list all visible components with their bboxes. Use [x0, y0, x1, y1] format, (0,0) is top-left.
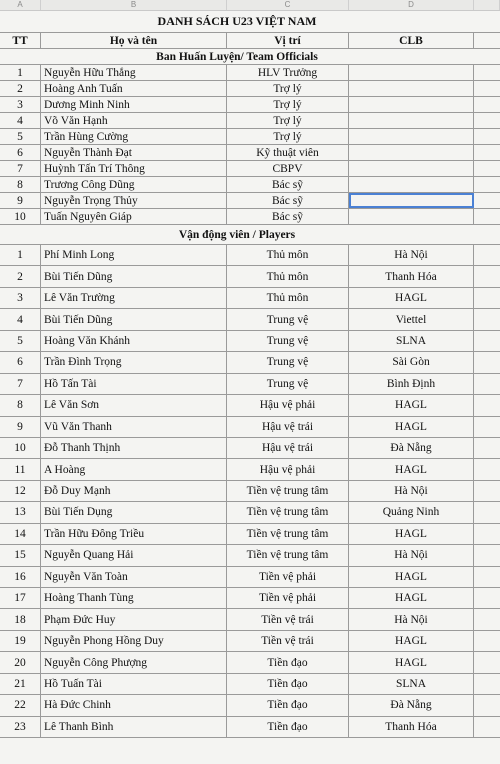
player-row — [0, 331, 500, 352]
cell-position[interactable]: Trung vệ — [227, 352, 349, 372]
cell-club[interactable]: Thanh Hóa — [349, 266, 474, 286]
column-header-c[interactable]: C — [227, 0, 349, 10]
cell-club[interactable]: SLNA — [349, 331, 474, 351]
empty-cell[interactable] — [474, 609, 500, 629]
cell-tt[interactable]: 6 — [0, 352, 41, 372]
player-row — [0, 717, 500, 738]
player-row — [0, 481, 500, 502]
cell-name[interactable]: Bùi Tiến Dụng — [41, 502, 227, 522]
player-row — [0, 266, 500, 287]
cell-position[interactable]: Trợ lý — [227, 97, 349, 112]
cell-club[interactable] — [349, 145, 474, 160]
cell-name[interactable]: Hoàng Văn Khánh — [41, 331, 227, 351]
empty-cell[interactable] — [474, 352, 500, 372]
empty-cell[interactable] — [474, 266, 500, 286]
cell-name[interactable]: Nguyễn Thành Đạt — [41, 145, 227, 160]
cell-position[interactable]: Trung vệ — [227, 374, 349, 394]
cell-position[interactable]: Tiền vệ trung tâm — [227, 481, 349, 501]
staff-row — [0, 81, 500, 97]
cell-name[interactable]: Võ Văn Hạnh — [41, 113, 227, 128]
cell-position[interactable]: Tiền đạo — [227, 717, 349, 737]
player-row — [0, 288, 500, 309]
empty-cell[interactable] — [474, 438, 500, 458]
staff-table-body — [0, 65, 500, 225]
empty-cell[interactable] — [474, 97, 500, 112]
empty-cell[interactable] — [474, 81, 500, 96]
cell-position[interactable]: Thủ môn — [227, 288, 349, 308]
cell-tt[interactable]: 3 — [0, 288, 41, 308]
cell-club[interactable]: HAGL — [349, 459, 474, 479]
cell-tt[interactable]: 17 — [0, 588, 41, 608]
cell-tt[interactable]: 8 — [0, 395, 41, 415]
cell-tt[interactable]: 5 — [0, 129, 41, 144]
empty-cell[interactable] — [474, 545, 500, 565]
cell-tt[interactable]: 14 — [0, 524, 41, 544]
cell-tt[interactable]: 9 — [0, 193, 41, 208]
sheet-title[interactable]: DANH SÁCH U23 VIỆT NAM — [0, 11, 500, 33]
empty-cell[interactable] — [474, 65, 500, 80]
empty-cell[interactable] — [474, 177, 500, 192]
cell-name[interactable]: Trần Hữu Đông Triều — [41, 524, 227, 544]
column-header-a[interactable]: A — [0, 0, 41, 10]
cell-name[interactable]: Trần Hùng Cường — [41, 129, 227, 144]
header-name[interactable]: Họ và tên — [41, 33, 227, 48]
empty-cell[interactable] — [474, 395, 500, 415]
cell-tt[interactable]: 10 — [0, 438, 41, 458]
cell-position[interactable]: Trợ lý — [227, 129, 349, 144]
cell-name[interactable]: Đỗ Duy Mạnh — [41, 481, 227, 501]
empty-cell[interactable] — [474, 459, 500, 479]
staff-section-heading[interactable]: Ban Huấn Luyện/ Team Officials — [0, 49, 500, 65]
cell-position[interactable]: Kỹ thuật viên — [227, 145, 349, 160]
cell-club[interactable]: Bình Định — [349, 374, 474, 394]
empty-cell[interactable] — [474, 145, 500, 160]
player-row — [0, 395, 500, 416]
player-row — [0, 609, 500, 630]
cell-name[interactable]: Nguyễn Quang Hải — [41, 545, 227, 565]
empty-cell[interactable] — [474, 567, 500, 587]
cell-name[interactable]: Trần Đình Trọng — [41, 352, 227, 372]
cell-name[interactable]: Nguyễn Phong Hồng Duy — [41, 631, 227, 651]
empty-cell[interactable] — [474, 417, 500, 437]
cell-club[interactable]: HAGL — [349, 288, 474, 308]
cell-position[interactable]: CBPV — [227, 161, 349, 176]
column-header-d[interactable]: D — [349, 0, 474, 10]
cell-position[interactable]: Tiền đạo — [227, 674, 349, 694]
player-row — [0, 524, 500, 545]
empty-cell[interactable] — [474, 374, 500, 394]
cell-tt[interactable]: 13 — [0, 502, 41, 522]
empty-cell[interactable] — [474, 209, 500, 224]
cell-name[interactable]: Dương Minh Ninh — [41, 97, 227, 112]
empty-cell[interactable] — [474, 481, 500, 501]
empty-cell[interactable] — [474, 245, 500, 265]
staff-row — [0, 161, 500, 177]
header-tt[interactable]: TT — [0, 33, 41, 48]
cell-club[interactable]: HAGL — [349, 417, 474, 437]
cell-tt[interactable]: 3 — [0, 97, 41, 112]
cell-tt[interactable]: 4 — [0, 309, 41, 329]
cell-position[interactable]: Hậu vệ trái — [227, 417, 349, 437]
cell-club[interactable]: Đà Nẵng — [349, 695, 474, 715]
cell-club[interactable]: HAGL — [349, 395, 474, 415]
empty-cell[interactable] — [474, 193, 500, 208]
empty-cell[interactable] — [474, 502, 500, 522]
empty-cell[interactable] — [474, 331, 500, 351]
cell-tt[interactable]: 6 — [0, 145, 41, 160]
cell-tt[interactable]: 18 — [0, 609, 41, 629]
cell-tt[interactable]: 10 — [0, 209, 41, 224]
cell-name[interactable]: Hà Đức Chinh — [41, 695, 227, 715]
staff-row — [0, 129, 500, 145]
staff-row — [0, 97, 500, 113]
cell-club[interactable] — [349, 161, 474, 176]
cell-name[interactable]: Tuấn Nguyên Giáp — [41, 209, 227, 224]
cell-position[interactable]: Tiền vệ trung tâm — [227, 524, 349, 544]
player-row — [0, 459, 500, 480]
cell-club[interactable]: Đà Nẵng — [349, 438, 474, 458]
cell-tt[interactable]: 16 — [0, 567, 41, 587]
column-header-bar — [0, 0, 500, 11]
cell-position[interactable]: Tiền vệ trái — [227, 631, 349, 651]
players-table-body — [0, 245, 500, 738]
cell-position[interactable]: Tiền vệ phải — [227, 567, 349, 587]
empty-cell[interactable] — [474, 33, 500, 48]
selected-cell[interactable] — [349, 193, 474, 208]
player-row — [0, 695, 500, 716]
cell-position[interactable]: Tiền vệ phải — [227, 588, 349, 608]
cell-tt[interactable]: 2 — [0, 266, 41, 286]
cell-name[interactable]: Hoàng Anh Tuấn — [41, 81, 227, 96]
cell-club[interactable]: Thanh Hóa — [349, 717, 474, 737]
cell-name[interactable]: Bùi Tiến Dũng — [41, 266, 227, 286]
cell-position[interactable]: Trung vệ — [227, 331, 349, 351]
cell-position[interactable]: Tiền đạo — [227, 695, 349, 715]
cell-club[interactable] — [349, 97, 474, 112]
player-row — [0, 545, 500, 566]
cell-position[interactable]: Hậu vệ trái — [227, 438, 349, 458]
player-row — [0, 417, 500, 438]
player-row — [0, 352, 500, 373]
cell-name[interactable]: Phí Minh Long — [41, 245, 227, 265]
staff-row — [0, 209, 500, 225]
cell-name[interactable]: Hoàng Thanh Tùng — [41, 588, 227, 608]
cell-tt[interactable]: 8 — [0, 177, 41, 192]
player-row — [0, 245, 500, 266]
cell-tt[interactable]: 9 — [0, 417, 41, 437]
empty-cell[interactable] — [474, 113, 500, 128]
header-club[interactable]: CLB — [349, 33, 474, 48]
cell-name[interactable]: Hồ Tuấn Tài — [41, 674, 227, 694]
players-section-heading[interactable]: Vận động viên / Players — [0, 225, 500, 245]
cell-name[interactable]: Đỗ Thanh Thịnh — [41, 438, 227, 458]
cell-name[interactable]: Nguyễn Công Phượng — [41, 652, 227, 672]
cell-tt[interactable]: 1 — [0, 245, 41, 265]
column-header-empty — [474, 0, 500, 10]
player-row — [0, 588, 500, 609]
cell-club[interactable]: Quảng Ninh — [349, 502, 474, 522]
cell-name[interactable]: Bùi Tiến Dũng — [41, 309, 227, 329]
cell-tt[interactable]: 22 — [0, 695, 41, 715]
empty-cell[interactable] — [474, 695, 500, 715]
player-row — [0, 631, 500, 652]
empty-cell[interactable] — [474, 674, 500, 694]
cell-tt[interactable]: 11 — [0, 459, 41, 479]
empty-cell[interactable] — [474, 524, 500, 544]
cell-club[interactable] — [349, 81, 474, 96]
cell-position[interactable]: Bác sỹ — [227, 209, 349, 224]
cell-position[interactable]: Bác sỹ — [227, 177, 349, 192]
cell-tt[interactable]: 19 — [0, 631, 41, 651]
cell-tt[interactable]: 20 — [0, 652, 41, 672]
cell-tt[interactable]: 23 — [0, 717, 41, 737]
cell-name[interactable]: Vũ Văn Thanh — [41, 417, 227, 437]
cell-name[interactable]: Nguyễn Trọng Thủy — [41, 193, 227, 208]
cell-name[interactable]: Trương Công Dũng — [41, 177, 227, 192]
player-row — [0, 502, 500, 523]
cell-name[interactable]: Lê Văn Trường — [41, 288, 227, 308]
cell-name[interactable]: A Hoàng — [41, 459, 227, 479]
empty-cell[interactable] — [474, 588, 500, 608]
cell-tt[interactable]: 21 — [0, 674, 41, 694]
empty-cell[interactable] — [474, 652, 500, 672]
cell-name[interactable]: Nguyễn Hữu Thắng — [41, 65, 227, 80]
cell-club[interactable]: SLNA — [349, 674, 474, 694]
staff-row — [0, 65, 500, 81]
cell-club[interactable]: HAGL — [349, 588, 474, 608]
cell-club[interactable]: Hà Nội — [349, 245, 474, 265]
cell-tt[interactable]: 7 — [0, 374, 41, 394]
cell-tt[interactable]: 5 — [0, 331, 41, 351]
cell-club[interactable]: Viettel — [349, 309, 474, 329]
player-row — [0, 567, 500, 588]
header-row — [0, 33, 500, 49]
cell-club[interactable]: Sài Gòn — [349, 352, 474, 372]
cell-club[interactable]: HAGL — [349, 567, 474, 587]
player-row — [0, 674, 500, 695]
cell-club[interactable] — [349, 65, 474, 80]
cell-club[interactable]: Hà Nội — [349, 481, 474, 501]
cell-position[interactable]: Hậu vệ phải — [227, 459, 349, 479]
cell-position[interactable]: Thủ môn — [227, 266, 349, 286]
player-row — [0, 438, 500, 459]
player-row — [0, 652, 500, 673]
cell-tt[interactable]: 15 — [0, 545, 41, 565]
empty-cell[interactable] — [474, 717, 500, 737]
cell-position[interactable]: Trợ lý — [227, 113, 349, 128]
cell-position[interactable]: Tiền vệ trung tâm — [227, 502, 349, 522]
column-header-b[interactable]: B — [41, 0, 227, 10]
staff-row — [0, 113, 500, 129]
cell-name[interactable]: Huỳnh Tấn Trí Thông — [41, 161, 227, 176]
empty-cell[interactable] — [474, 161, 500, 176]
cell-club[interactable] — [349, 113, 474, 128]
cell-position[interactable]: HLV Trưởng — [227, 65, 349, 80]
cell-tt[interactable]: 2 — [0, 81, 41, 96]
cell-tt[interactable]: 4 — [0, 113, 41, 128]
cell-club[interactable] — [349, 209, 474, 224]
cell-position[interactable]: Thủ môn — [227, 245, 349, 265]
cell-position[interactable]: Tiền đạo — [227, 652, 349, 672]
cell-club[interactable]: HAGL — [349, 524, 474, 544]
cell-position[interactable]: Tiền vệ trái — [227, 609, 349, 629]
cell-name[interactable]: Lê Văn Sơn — [41, 395, 227, 415]
empty-cell[interactable] — [474, 288, 500, 308]
staff-row — [0, 177, 500, 193]
cell-club[interactable] — [349, 129, 474, 144]
cell-club[interactable]: Hà Nội — [349, 545, 474, 565]
cell-tt[interactable]: 1 — [0, 65, 41, 80]
cell-club[interactable]: HAGL — [349, 631, 474, 651]
cell-name[interactable]: Phạm Đức Huy — [41, 609, 227, 629]
cell-club[interactable]: Hà Nội — [349, 609, 474, 629]
cell-name[interactable]: Hồ Tấn Tài — [41, 374, 227, 394]
cell-position[interactable]: Bác sỹ — [227, 193, 349, 208]
staff-row — [0, 193, 500, 209]
cell-position[interactable]: Tiền vệ trung tâm — [227, 545, 349, 565]
cell-club[interactable]: HAGL — [349, 652, 474, 672]
header-position[interactable]: Vị trí — [227, 33, 349, 48]
empty-cell[interactable] — [474, 309, 500, 329]
cell-position[interactable]: Trợ lý — [227, 81, 349, 96]
cell-club[interactable] — [349, 177, 474, 192]
cell-name[interactable]: Nguyễn Văn Toàn — [41, 567, 227, 587]
staff-row — [0, 145, 500, 161]
empty-cell[interactable] — [474, 129, 500, 144]
empty-cell[interactable] — [474, 631, 500, 651]
player-row — [0, 374, 500, 395]
cell-name[interactable]: Lê Thanh Bình — [41, 717, 227, 737]
cell-position[interactable]: Trung vệ — [227, 309, 349, 329]
player-row — [0, 309, 500, 330]
cell-tt[interactable]: 12 — [0, 481, 41, 501]
cell-position[interactable]: Hậu vệ phải — [227, 395, 349, 415]
cell-tt[interactable]: 7 — [0, 161, 41, 176]
